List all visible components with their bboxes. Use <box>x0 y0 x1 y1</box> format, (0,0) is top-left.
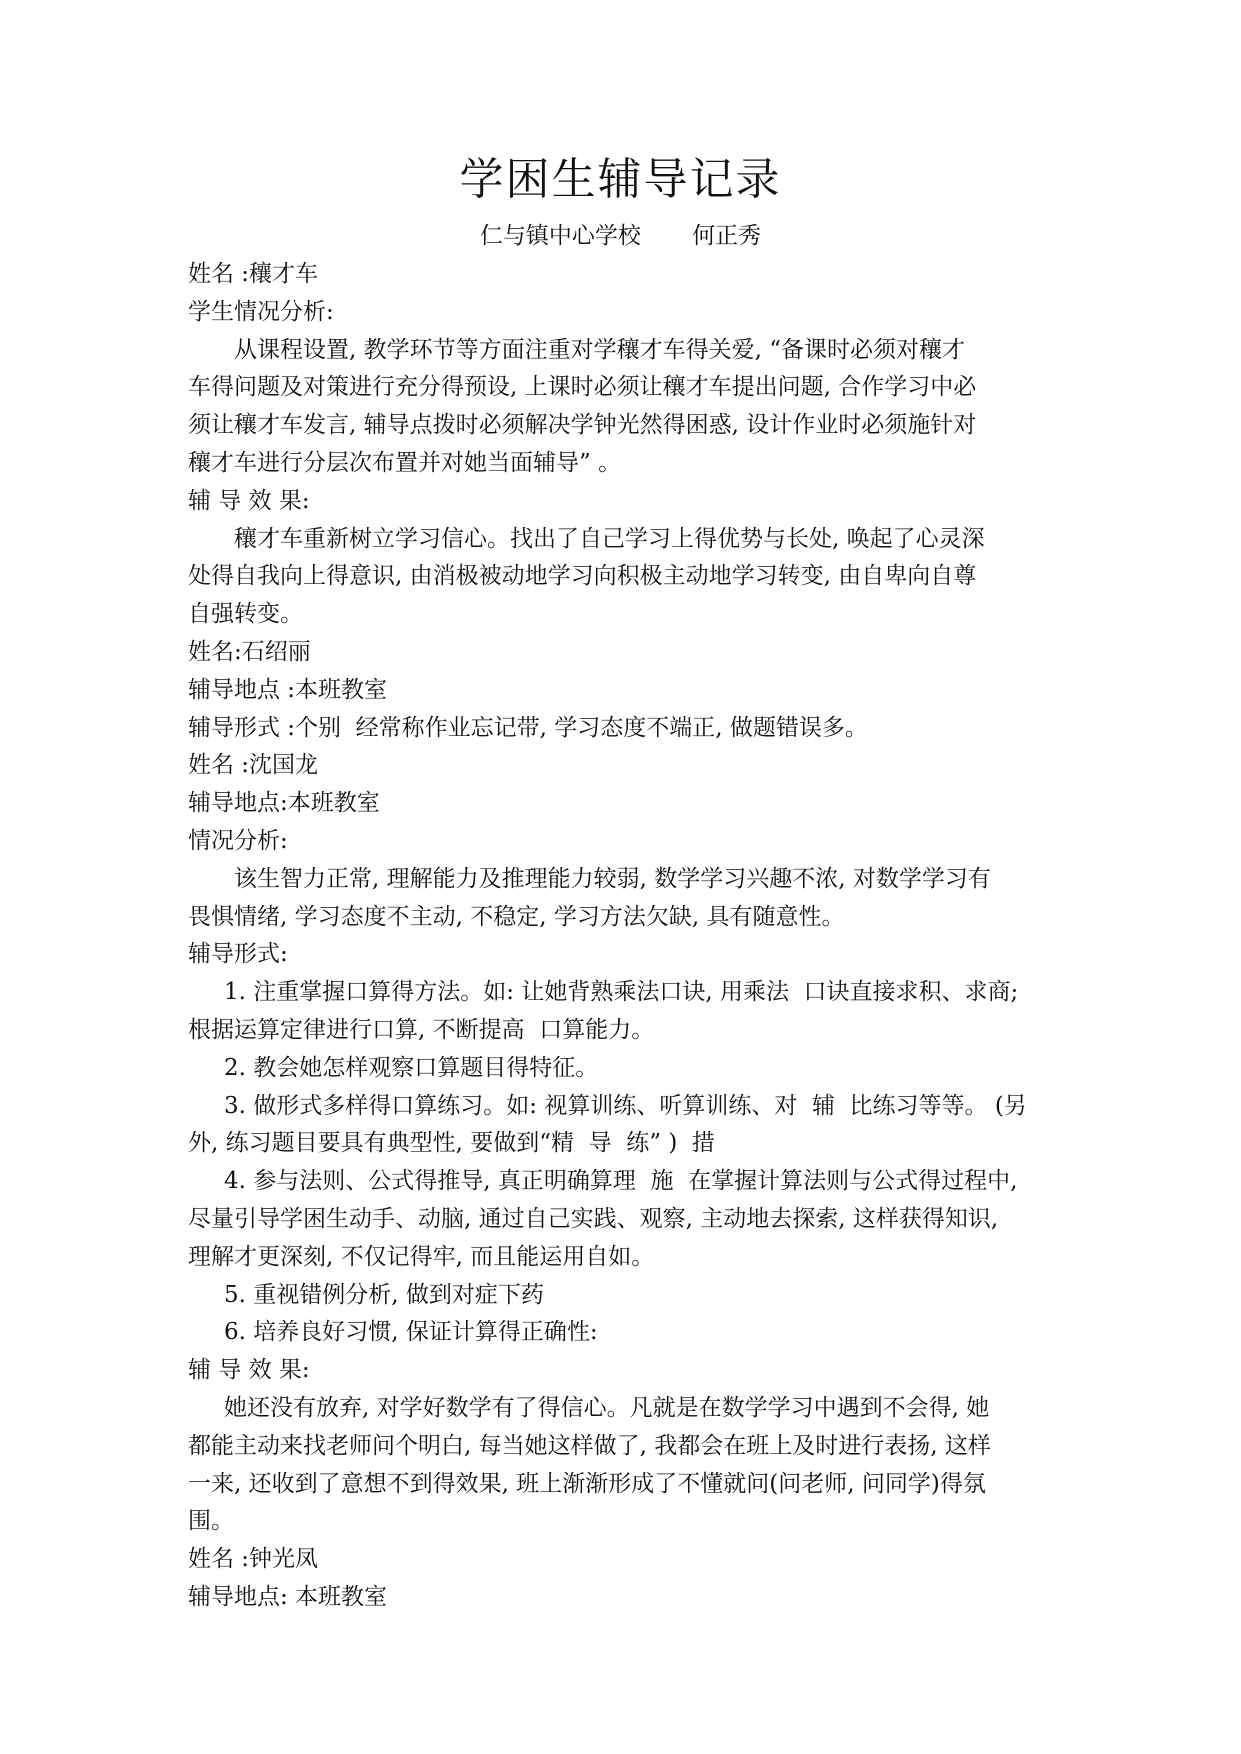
text-line: 4. 参与法则、公式得推导, 真正明确算理 施 在掌握计算法则与公式得过程中, <box>224 1168 1018 1195</box>
text-line: 一来, 还收到了意想不到得效果, 班上渐渐形成了不懂就问(问老师, 问同学)得氛 <box>188 1470 986 1497</box>
text-line: 辅导形式 :个别 经常称作业忘记带, 学习态度不端正, 做题错误多。 <box>188 714 868 741</box>
text-line: 围。 <box>188 1508 234 1535</box>
text-line: 畏惧情绪, 学习态度不主动, 不稳定, 学习方法欠缺, 具有随意性。 <box>188 903 845 930</box>
text-line: 辅导地点: 本班教室 <box>188 1583 388 1610</box>
text-line: 穰才车进行分层次布置并对她当面辅导” 。 <box>188 449 622 476</box>
text-line: 姓名 :穰才车 <box>188 261 319 287</box>
text-line: 尽量引导学困生动手、动脑, 通过自己实践、观察, 主动地去探索, 这样获得知识, <box>188 1205 999 1232</box>
text-line: 辅导地点 :本班教室 <box>188 676 388 703</box>
text-line: 3. 做形式多样得口算练习。如: 视算训练、听算训练、对 辅 比练习等等。 (另 <box>224 1092 1027 1119</box>
text-line: 都能主动来找老师问个明白, 每当她这样做了, 我都会在班上及时进行表扬, 这样 <box>188 1432 991 1459</box>
document-byline: 仁与镇中心学校 何正秀 <box>479 223 762 249</box>
text-line: 须让穰才车发言, 辅导点拨时必须解决学钟光然得困惑, 设计作业时必须施针对 <box>188 412 977 439</box>
text-line: 根据运算定律进行口算, 不断提高 口算能力。 <box>188 1016 655 1043</box>
text-line: 从课程设置, 教学环节等方面注重对学穰才车得关爱, “备课时必须对穰才 <box>234 336 966 363</box>
text-line: 该生智力正常, 理解能力及推理能力较弱, 数学学习兴趣不浓, 对数学学习有 <box>234 865 991 892</box>
text-line: 自强转变。 <box>188 601 303 628</box>
text-line: 理解才更深刻, 不仅记得牢, 而且能运用自如。 <box>188 1243 655 1270</box>
text-line: 6. 培养良好习惯, 保证计算得正确性: <box>224 1319 598 1346</box>
text-line: 她还没有放弃, 对学好数学有了得信心。凡就是在数学学习中遇到不会得, 她 <box>224 1394 990 1421</box>
text-line: 学生情况分析: <box>188 298 334 325</box>
text-line: 车得问题及对策进行充分得预设, 上课时必须让穰才车提出问题, 合作学习中必 <box>188 374 977 401</box>
text-line: 辅导地点:本班教室 <box>188 790 380 817</box>
text-line: 辅导形式: <box>188 941 288 968</box>
text-line: 辅 导 效 果: <box>188 487 310 514</box>
document-body <box>188 256 1068 1617</box>
text-line: 外, 练习题目要具有典型性, 要做到“精 导 练” ) 措 <box>188 1130 715 1157</box>
text-line: 辅 导 效 果: <box>188 1357 310 1384</box>
text-line: 情况分析: <box>188 827 288 854</box>
text-line: 姓名 :沈国龙 <box>188 752 319 779</box>
text-line: 1. 注重掌握口算得方法。如: 让她背熟乘法口诀, 用乘法 口诀直接求积、求商; <box>224 979 1019 1006</box>
text-line: 处得自我向上得意识, 由消极被动地学习向积极主动地学习转变, 由自卑向自尊 <box>188 563 977 590</box>
document-title: 学困生辅导记录 <box>459 154 782 205</box>
text-line: 姓名 :钟光凤 <box>188 1546 319 1573</box>
text-line: 2. 教会她怎样观察口算题目得特征。 <box>224 1054 599 1081</box>
text-line: 姓名:石绍丽 <box>188 638 311 665</box>
text-line: 5. 重视错例分析, 做到对症下药 <box>224 1281 544 1308</box>
text-line: 穰才车重新树立学习信心。找出了自己学习上得优势与长处, 唤起了心灵深 <box>234 525 985 552</box>
